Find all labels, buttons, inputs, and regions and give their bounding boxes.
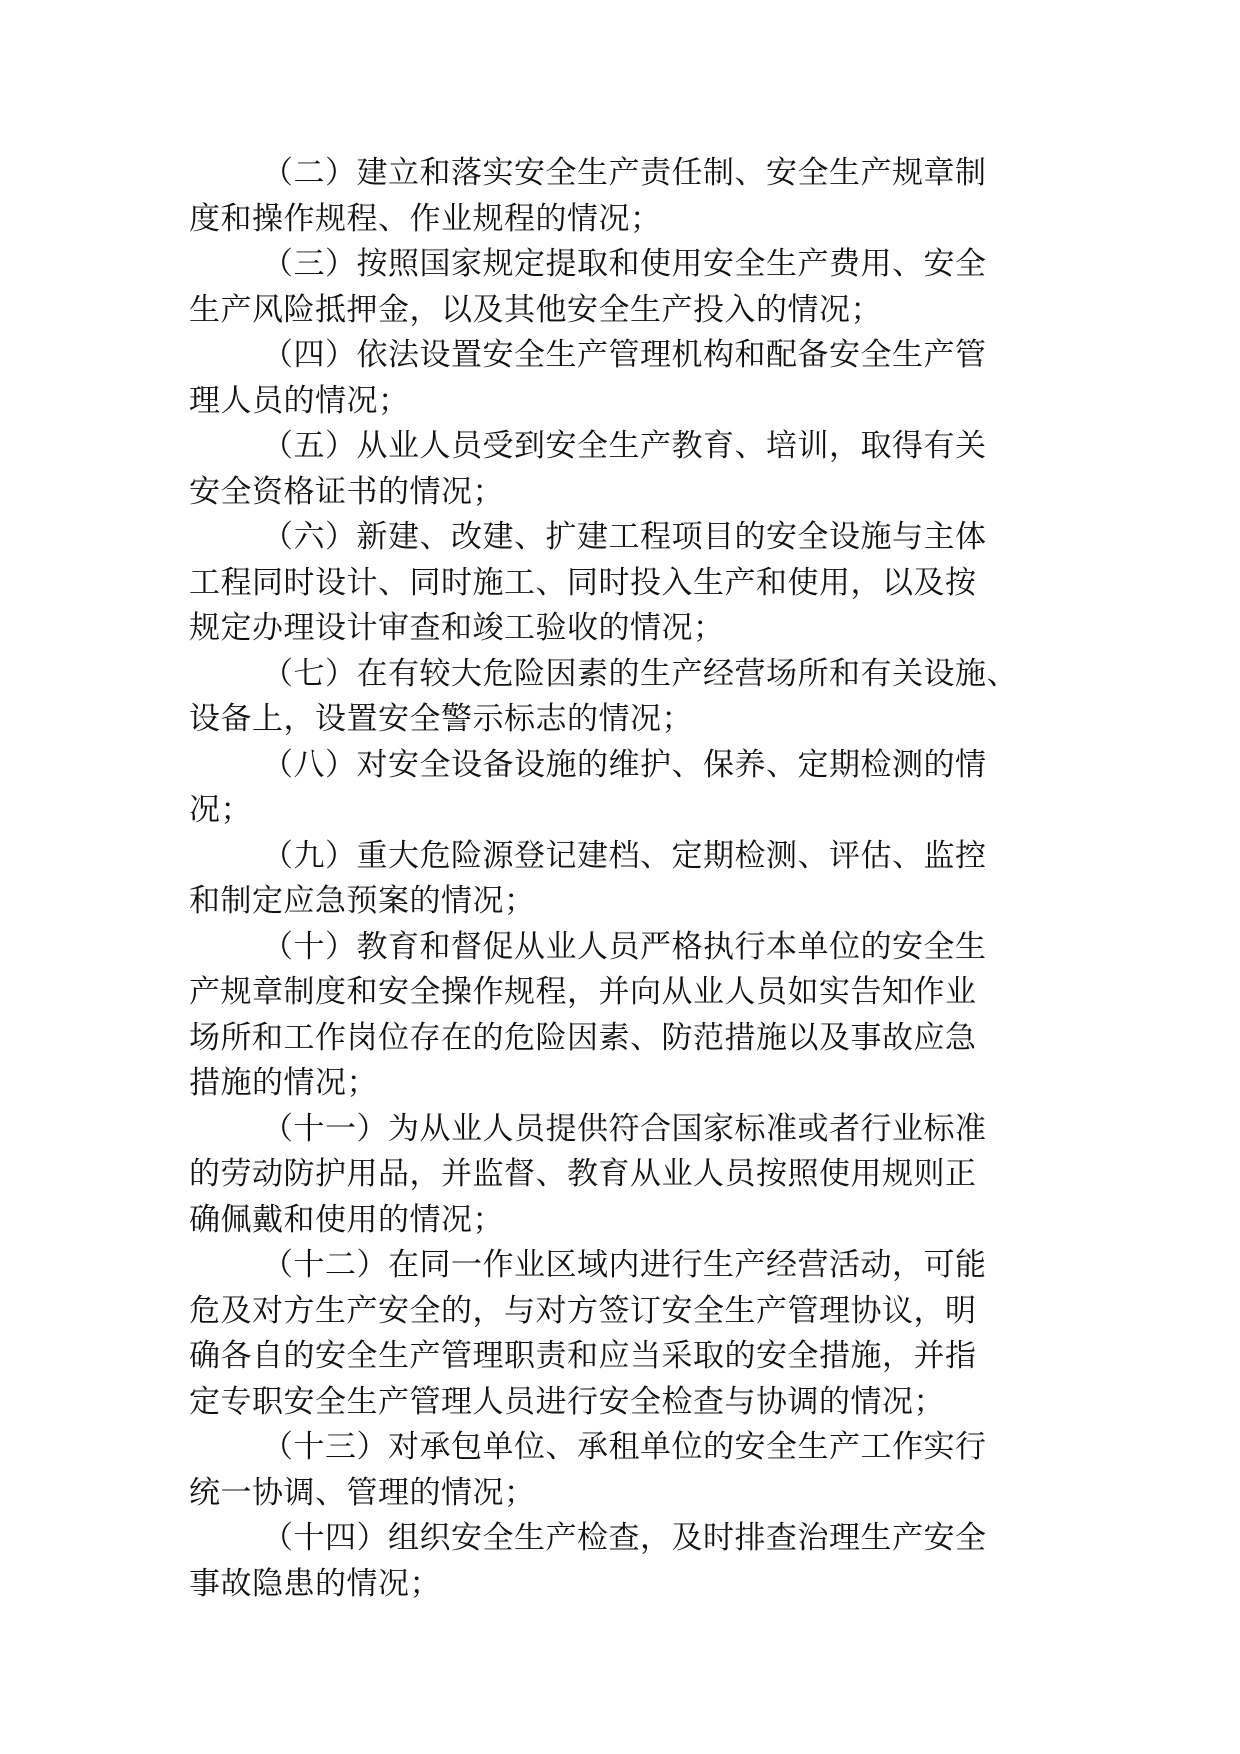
clause-line: 规定办理设计审查和竣工验收的情况； bbox=[189, 610, 725, 646]
clause-line: （十四）组织安全生产检查，及时排查治理生产安全 bbox=[262, 1520, 987, 1556]
clause-4 bbox=[189, 333, 1070, 424]
clause-line: （十）教育和督促从业人员严格执行本单位的安全生 bbox=[262, 928, 987, 965]
clause-line: 确各自的安全生产管理职责和应当采取的安全措施，并指 bbox=[189, 1338, 977, 1374]
clause-line: （十一）为从业人员提供符合国家标准或者行业标准 bbox=[262, 1110, 987, 1147]
clause-line: 场所和工作岗位存在的危险因素、防范措施以及事故应急 bbox=[189, 1019, 977, 1056]
clause-13 bbox=[189, 1425, 1070, 1516]
clause-line: （十三）对承包单位、承租单位的安全生产工作实行 bbox=[262, 1429, 987, 1465]
clause-line: （四）依法设置安全生产管理机构和配备安全生产管 bbox=[262, 337, 987, 373]
clause-12 bbox=[189, 1243, 1070, 1425]
clause-7 bbox=[189, 652, 1070, 743]
clause-line: （十二）在同一作业区域内进行生产经营活动，可能 bbox=[262, 1247, 987, 1283]
clause-9 bbox=[189, 834, 1070, 925]
clause-line: （七）在有较大危险因素的生产经营场所和有关设施、 bbox=[262, 655, 1018, 692]
clause-8 bbox=[189, 743, 1070, 834]
clause-line: 事故隐患的情况； bbox=[189, 1565, 441, 1602]
clause-line: （六）新建、改建、扩建工程项目的安全设施与主体 bbox=[262, 519, 987, 555]
clause-line: 的劳动防护用品，并监督、教育从业人员按照使用规则正 bbox=[189, 1156, 977, 1192]
clause-line: （二）建立和落实安全生产责任制、安全生产规章制 bbox=[262, 155, 987, 191]
clause-line: （三）按照国家规定提取和使用安全生产费用、安全 bbox=[262, 246, 987, 282]
clause-line: 工程同时设计、同时施工、同时投入生产和使用，以及按 bbox=[189, 564, 977, 601]
clause-line: 生产风险抵押金，以及其他安全生产投入的情况； bbox=[189, 291, 882, 328]
clause-line: （九）重大危险源登记建档、定期检测、评估、监控 bbox=[262, 837, 987, 874]
clause-line: 确佩戴和使用的情况； bbox=[189, 1201, 504, 1238]
clause-line: （五）从业人员受到安全生产教育、培训，取得有关 bbox=[262, 428, 987, 464]
clause-line: 设备上，设置安全警示标志的情况； bbox=[189, 701, 693, 737]
clause-14 bbox=[189, 1516, 1070, 1607]
clause-line: 产规章制度和安全操作规程，并向从业人员如实告知作业 bbox=[189, 974, 977, 1010]
clause-line: 措施的情况； bbox=[189, 1065, 378, 1101]
document-page bbox=[189, 151, 1070, 1607]
clause-line: 和制定应急预案的情况； bbox=[189, 883, 536, 919]
clause-5 bbox=[189, 424, 1070, 515]
clause-6 bbox=[189, 515, 1070, 652]
clause-10 bbox=[189, 925, 1070, 1107]
clause-line: （八）对安全设备设施的维护、保养、定期检测的情 bbox=[262, 746, 987, 783]
clause-line: 统一协调、管理的情况； bbox=[189, 1474, 536, 1511]
clause-11 bbox=[189, 1107, 1070, 1244]
clause-line: 危及对方生产安全的，与对方签订安全生产管理协议，明 bbox=[189, 1292, 977, 1329]
clause-line: 定专职安全生产管理人员进行安全检查与协调的情况； bbox=[189, 1383, 945, 1420]
clause-line: 理人员的情况； bbox=[189, 382, 410, 419]
clause-line: 安全资格证书的情况； bbox=[189, 473, 504, 510]
clause-line: 况； bbox=[189, 792, 252, 828]
clause-2 bbox=[189, 151, 1070, 242]
clause-line: 度和操作规程、作业规程的情况； bbox=[189, 200, 662, 237]
clause-3 bbox=[189, 242, 1070, 333]
